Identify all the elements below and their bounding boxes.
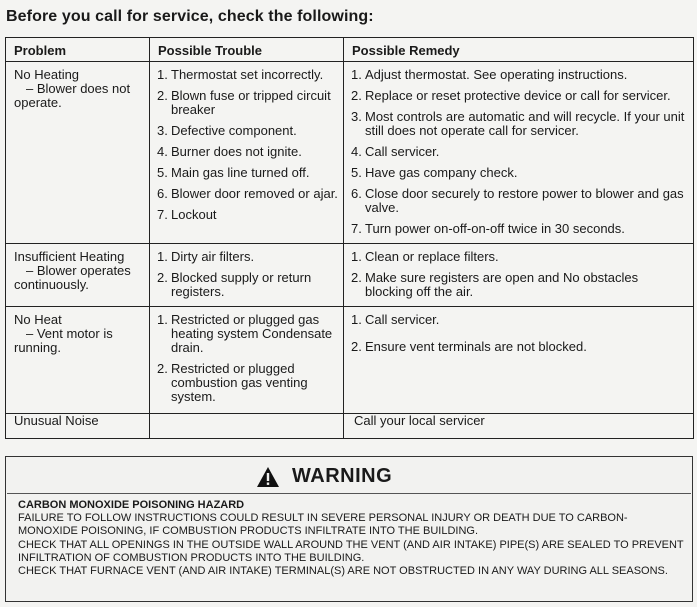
problem-cell: Unusual Noise (6, 414, 150, 439)
list-item: 1. Thermostat set incorrectly. (157, 67, 324, 82)
problem-cell (6, 244, 150, 307)
list-item: 3. Defective component. (157, 123, 297, 138)
problem-title: Insufficient Heating (14, 249, 125, 264)
remedy-cell (344, 62, 694, 244)
trouble-cell (150, 307, 344, 414)
problem-detail: – Blower does not (26, 81, 131, 96)
table-row (6, 244, 694, 307)
list-item: 2. Blocked supply or return registers. (157, 270, 312, 299)
remedy-cell (344, 307, 694, 414)
list-item: 6. Blower door removed or ajar. (157, 186, 338, 201)
list-item: 2. Ensure vent terminals are not blocked. (351, 339, 587, 354)
problem-title: No Heating (14, 67, 80, 82)
table-row (6, 62, 694, 244)
warning-paragraph: FAILURE TO FOLLOW INSTRUCTIONS COULD RESULT IN SEVERE PERSONAL INJURY OR DEATH DUE TO CARBON-MONOXIDE POISONING, IF COMBUSTION PRODUCTS INFILTRATE INTO THE BUILDING. (18, 512, 628, 538)
list-item: 3. Most controls are automatic and will recycle. If your unit still does not operate call for servicer. (351, 109, 685, 138)
list-item: 7. Turn power on-off-on-off twice in 30 seconds. (351, 221, 625, 236)
problem-cell (6, 62, 150, 244)
col-header-trouble: Possible Trouble (150, 38, 344, 62)
table-row (6, 307, 694, 414)
page-heading: Before you call for service, check the following: (6, 8, 374, 25)
list-item: 2. Replace or reset protective device or call for servicer. (351, 88, 671, 103)
problem-cell (6, 307, 150, 414)
warning-title (256, 465, 392, 488)
trouble-cell (150, 414, 344, 439)
trouble-cell (150, 244, 344, 307)
list-item: 2. Restricted or plugged combustion gas venting system. (157, 361, 308, 404)
problem-detail: – Vent motor is (26, 326, 113, 341)
list-item: 6. Close door securely to restore power to blower and gas valve. (351, 186, 684, 215)
col-header-remedy: Possible Remedy (344, 38, 694, 62)
list-item: 1. Adjust thermostat. See operating instructions. (351, 67, 628, 82)
hazard-heading: CARBON MONOXIDE POISONING HAZARD (18, 499, 245, 511)
remedy-cell (344, 244, 694, 307)
list-item: 5. Have gas company check. (351, 165, 518, 180)
list-item: 2. Blown fuse or tripped circuit breaker (157, 88, 331, 117)
list-item: 1. Restricted or plugged gas heating system Condensate drain. (157, 312, 333, 355)
list-item: 4. Call servicer. (351, 144, 440, 159)
warning-triangle-icon (256, 466, 280, 488)
list-item: 7. Lockout (157, 207, 217, 222)
troubleshooting-table (5, 37, 694, 439)
list-item: 5. Main gas line turned off. (157, 165, 310, 180)
trouble-cell (150, 62, 344, 244)
remedy-cell: Call your local servicer (344, 414, 694, 439)
divider (7, 493, 691, 494)
problem-detail: running. (14, 340, 61, 355)
list-item: 1. Call servicer. (351, 312, 440, 327)
problem-detail: continuously. (14, 277, 89, 292)
problem-detail: operate. (14, 95, 62, 110)
table-header-row (6, 38, 694, 62)
warning-paragraph: CHECK THAT ALL OPENINGS IN THE OUTSIDE WALL AROUND THE VENT (AND AIR INTAKE) PIPE(S) ARE SEALED TO PREVENT INFILTRATION OF COMBUSTION PRODUCTS INTO THE BUILDING. (18, 538, 684, 564)
warning-title-text: WARNING (292, 465, 393, 487)
problem-title: No Heat (14, 312, 62, 327)
warning-box (5, 456, 693, 602)
col-header-problem: Problem (6, 38, 150, 62)
list-item: 4. Burner does not ignite. (157, 144, 302, 159)
warning-paragraph: CHECK THAT FURNACE VENT (AND AIR INTAKE) TERMINAL(S) ARE NOT OBSTRUCTED IN ANY WAY DURING ALL SEASONS. (18, 565, 668, 578)
list-item: 1. Dirty air filters. (157, 249, 255, 264)
warning-text (18, 499, 684, 578)
table-row (6, 414, 694, 439)
list-item: 2. Make sure registers are open and No obstacles blocking off the air. (351, 270, 639, 299)
problem-detail: – Blower operates (26, 263, 131, 278)
list-item: 1. Clean or replace filters. (351, 249, 499, 264)
